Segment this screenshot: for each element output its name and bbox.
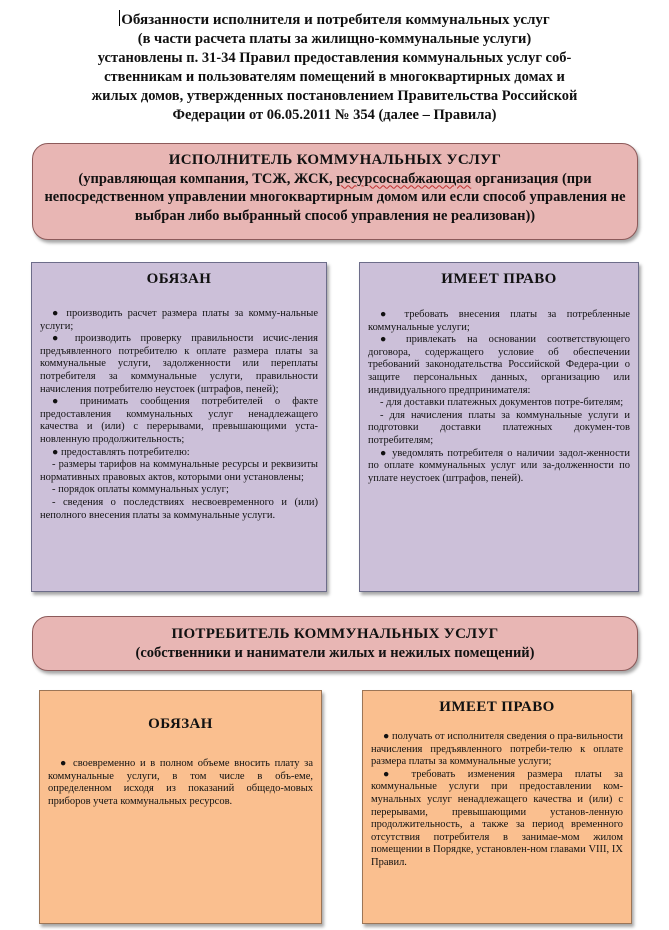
list-item: ● принимать сообщения потребителей о факте предоставления коммунальных услуг ненадлежащего качества и (или) с перерывами, превышающими уста-новленную продолжительность; (40, 396, 318, 445)
executor-obliged-box (31, 262, 327, 592)
consumer-obliged-box (39, 690, 322, 924)
consumer-obliged-text (40, 758, 321, 808)
header-line: установлены п. 31-34 Правил предоставления коммунальных услуг соб- (97, 50, 572, 66)
consumer-banner (32, 616, 638, 671)
executor-rights-title: ИМЕЕТ ПРАВО (441, 271, 557, 287)
executor-rights-box (359, 262, 639, 592)
executor-obliged-text (32, 308, 326, 522)
consumer-title: ПОТРЕБИТЕЛЬ КОММУНАЛЬНЫХ УСЛУГ (171, 626, 499, 642)
list-item: - для начисления платы за коммунальные услуги и подготовки доставки платежных докумен-тов потребителям; (368, 409, 630, 446)
document-header (10, 10, 659, 125)
list-item: ● производить проверку правильности исчис-ления предъявленного потребителю к оплате размера платы за коммунальные услуги, задолженности или переплаты потребителя за коммунальные услуги, правильности начисления потребителю неустоек (штрафов, пеней); (40, 333, 318, 395)
list-item: ● требовать изменения размера платы за коммунальные услуги при предоставлении ком-мунальных услуг ненадлежащего качества и (или) с перерывами, превышающими установ-ленную продолжительность, а также за период временного отсутствия потребителя в занимае-мом жилом помещении в Порядке, установлен-ном главами VIII, IX Правил. (371, 768, 623, 868)
list-item: ● предоставлять потребителю: (52, 446, 190, 458)
consumer-obliged-title: ОБЯЗАН (148, 716, 213, 732)
list-item: ● получать от исполнителя сведения о пра-вильности начисления предъявленного потреби-телю к оплате размера платы за коммунальные услуги; (371, 731, 623, 768)
document-title: Обязанности исполнителя и потребителя коммунальных услуг (121, 12, 550, 28)
consumer-rights-text (363, 731, 631, 870)
list-item: - размеры тарифов на коммунальные ресурсы и реквизиты нормативных правовых актов, которыми они установлены; (40, 459, 318, 483)
executor-title: ИСПОЛНИТЕЛЬ КОММУНАЛЬНЫХ УСЛУГ (168, 152, 502, 168)
list-item: ● привлекать на основании соответствующего договора, содержащего условие об обеспечении требований законодательства Российской Федера-ции о защите персональных данных, организацию или индивидуального предпринимателя: (368, 334, 630, 396)
header-line: Федерации от 06.05.2011 № 354 (далее – Правила) (172, 107, 497, 123)
header-line: жилых домов, утвержденных постановлением Правительства Российской (91, 88, 578, 104)
header-line: ственникам и пользователям помещений в многоквартирных домах и (104, 69, 565, 85)
executor-subtitle: (управляющая компания, ТСЖ, ЖСК, ресурсоснабжающая организация (при непосредственном управлении многоквартирным домом или если способ управления не выбран либо выбранный способ управления не реализован)) (44, 170, 626, 224)
list-item: - порядок оплаты коммунальных услуг; (52, 484, 229, 496)
list-item: ● производить расчет размера платы за комму-нальные услуги; (40, 308, 318, 332)
list-item: - для доставки платежных документов потре-бителям; (380, 397, 624, 409)
list-item: ● требовать внесения платы за потребленные коммунальные услуги; (368, 309, 630, 333)
consumer-rights-box (362, 690, 632, 924)
consumer-subtitle: (собственники и наниматели жилых и нежилых помещений) (135, 645, 535, 661)
consumer-rights-title: ИМЕЕТ ПРАВО (439, 699, 555, 715)
executor-rights-text (360, 309, 638, 485)
executor-obliged-title: ОБЯЗАН (146, 271, 212, 287)
list-item: ● уведомлять потребителя о наличии задол-женности по оплате коммунальных услуг или за-долженности по уплате неустоек (штрафов, пеней). (368, 447, 630, 484)
spellcheck-word: ресурсоснабжающая (336, 170, 472, 187)
header-line: (в части расчета платы за жилищно-коммунальные услуги) (137, 31, 532, 47)
executor-banner (32, 143, 638, 240)
list-item: ● своевременно и в полном объеме вносить плату за коммунальные услуги, в том числе в объ-еме, определенном исходя из показаний общедо-мовых приборов учета коммунальных ресурсов. (48, 758, 313, 807)
list-item: - сведения о последствиях несвоевременного и (или) неполного внесения платы за коммунальные услуги. (40, 496, 318, 521)
